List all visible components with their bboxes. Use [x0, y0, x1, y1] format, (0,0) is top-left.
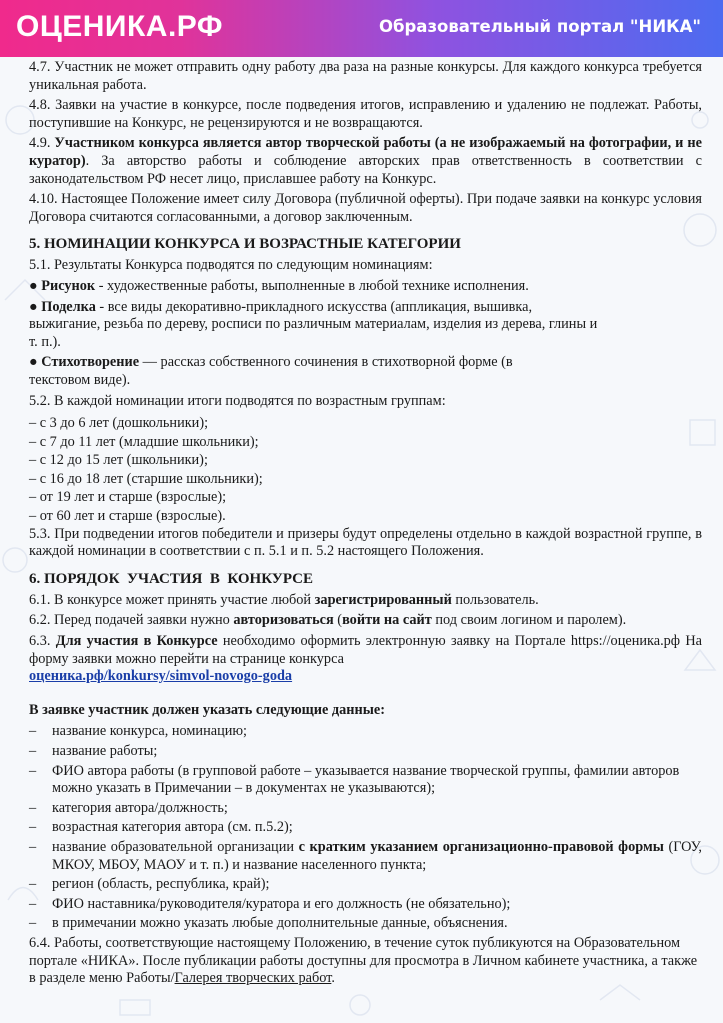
- list-item: [29, 819, 702, 837]
- gallery-link[interactable]: Галерея творческих работ: [174, 970, 332, 987]
- portal-title: Образовательный портал "НИКА": [378, 17, 701, 36]
- list-item-text: в примечании можно указать любые дополнительные данные, объяснения.: [52, 915, 508, 932]
- logo-text: ОЦЕНИКА.РФ: [16, 10, 224, 43]
- p63-b: Для участия в Конкурсе: [55, 633, 218, 650]
- nomination-poem-desc: — рассказ собственного сочинения в стихотворной форме (в текстовом виде).: [29, 354, 513, 388]
- list-item-text: регион (область, республика, край);: [52, 876, 270, 893]
- requirements-heading: [29, 702, 702, 720]
- dash: –: [29, 895, 37, 912]
- p63-c: необходимо оформить электронную заявку на Портале https://оценика.рф На форму заявки можно перейти на странице конкурса: [29, 633, 702, 667]
- dash: –: [29, 876, 37, 893]
- contest-page-link[interactable]: оценика.рф/konkursy/simvol-novogo-goda: [29, 668, 293, 685]
- p61-b: зарегистрированный: [314, 591, 452, 608]
- p49-prefix: 4.9.: [29, 135, 55, 152]
- paragraph-5-1: 5.1. Результаты Конкурса подводятся по следующим номинациям:: [29, 257, 433, 274]
- dash: –: [29, 838, 37, 855]
- requirements-heading-text: В заявке участник должен указать следующие данные:: [29, 701, 386, 718]
- paragraph-6-3: [29, 633, 702, 686]
- p63-a: 6.3.: [29, 633, 56, 650]
- p62-b: авторизоваться: [233, 612, 334, 629]
- paragraph-4-8: 4.8. Заявки на участие в конкурсе, после подведения итогов, исправлению и удалению не подлежат. Работы, поступившие на Конкурс, не рецензируются и не возвращаются.: [29, 97, 702, 131]
- nomination-drawing: ● Рисунок - художественные работы, выполненные в любой технике исполнения.: [29, 277, 529, 294]
- age-group: – с 12 до 15 лет (школьники);: [29, 452, 208, 469]
- dash: –: [29, 819, 37, 836]
- list-item: [29, 763, 702, 798]
- age-group: – от 60 лет и старше (взрослые).: [29, 508, 226, 525]
- paragraph-6-4: [29, 935, 702, 988]
- dash: –: [29, 723, 37, 740]
- p62-d: войти на сайт: [342, 612, 432, 629]
- paragraph-5-2: 5.2. В каждой номинации итоги подводятся по возрастным группам:: [29, 392, 446, 409]
- p62-a: 6.2. Перед подачей заявки нужно: [29, 612, 234, 629]
- paragraph-4-10: 4.10. Настоящее Положение имеет силу Договора (публичной оферты). При подаче заявки на конкурс условия Договора считаются согласованными, а договор заключенным.: [29, 191, 702, 225]
- list-item-text: категория автора/должность;: [52, 799, 228, 816]
- list-item-text: название конкурса, номинацию;: [52, 723, 248, 740]
- logo[interactable]: [16, 10, 223, 44]
- list-item-text: возрастная категория автора (см. п.5.2);: [52, 819, 293, 836]
- org-b: с кратким указанием организационно-правовой формы: [298, 838, 664, 855]
- list-item-text: ФИО наставника/руководителя/куратора и его должность (не обязательно);: [52, 895, 511, 912]
- list-item: [29, 839, 702, 874]
- list-item: [29, 876, 702, 894]
- p64-c: .: [331, 970, 335, 987]
- org-a: название образовательной организации: [52, 838, 299, 855]
- p49-rest: . За авторство работы и соблюдение авторских прав ответственность в соответствии с законодательством РФ несет лицо, приславшее работу на Конкурс.: [29, 152, 702, 187]
- age-group: – с 3 до 6 лет (дошкольники);: [29, 415, 209, 432]
- nomination-drawing-desc: - художественные работы, выполненные в любой технике исполнения.: [95, 277, 529, 294]
- list-item: [29, 800, 702, 818]
- nomination-craft: ● Поделка - все виды декоративно-прикладного искусства (аппликация, вышивка, выжигание, резьба по дереву, росписи по различным материалам, изделия из дерева, глины и т. п.).: [29, 298, 598, 350]
- age-group: – от 19 лет и старше (взрослые);: [29, 489, 227, 506]
- paragraph-6-2: [29, 612, 702, 630]
- age-group: – с 7 до 11 лет (младшие школьники);: [29, 433, 259, 450]
- dash: –: [29, 743, 37, 759]
- list-item-text: ФИО автора работы (в групповой работе – указывается название творческой группы, фамилии авторов можно указать в Примечании – в документах не указываются);: [52, 762, 680, 797]
- nomination-drawing-title: Рисунок: [41, 277, 96, 294]
- list-item: [29, 915, 702, 933]
- org-c: (ГОУ, МКОУ, МБОУ, МАОУ и т. п.) и название населенного пункта;: [52, 838, 703, 873]
- section-6-heading: 6. ПОРЯДОК УЧАСТИЯ В КОНКУРСЕ: [29, 570, 313, 587]
- dash: –: [29, 915, 37, 932]
- nomination-craft-title: Поделка: [41, 298, 96, 315]
- section-5-heading: 5. НОМИНАЦИИ КОНКУРСА И ВОЗРАСТНЫЕ КАТЕГОРИИ: [29, 236, 461, 253]
- age-group: – с 16 до 18 лет (старшие школьники);: [29, 470, 263, 487]
- requirements-list: [29, 723, 702, 933]
- document-body: [29, 59, 702, 991]
- nomination-poem-title: Стихотворение: [41, 354, 140, 371]
- nomination-poem: ● Стихотворение — рассказ собственного сочинения в стихотворной форме (в текстовом виде).: [29, 354, 513, 388]
- nomination-craft-desc: - все виды декоративно-прикладного искусства (аппликация, вышивка, выжигание, резьба по дереву, росписи по различным материалам, изделия из дерева, глины и т. п.).: [29, 298, 598, 350]
- p49-bold: Участником конкурса является автор творческой работы (а не изображаемый на фотографии, и не куратор): [29, 135, 702, 169]
- paragraph-4-7: 4.7. Участник не может отправить одну работу два раза на разные конкурсы. Для каждого конкурса требуется уникальная работа.: [29, 59, 702, 93]
- list-item: [29, 896, 702, 914]
- list-item: [29, 723, 702, 741]
- p62-c: (: [333, 612, 343, 629]
- dash: –: [29, 762, 37, 779]
- paragraph-5-3: 5.3. При подведении итогов победители и призеры будут определены отдельно в каждой возрастной группе, в каждой номинации в соответствии с п. 5.1 и п. 5.2 настоящего Положения.: [29, 525, 702, 560]
- page-header: [0, 0, 723, 57]
- list-item-text: название работы;: [52, 743, 158, 759]
- p61-c: пользователь.: [451, 591, 539, 608]
- p61-a: 6.1. В конкурсе может принять участие любой: [29, 591, 315, 608]
- paragraph-4-9: [29, 135, 702, 188]
- dash: –: [29, 799, 37, 816]
- p64-a: 6.4. Работы, соответствующие настоящему Положению, в течение суток публикуются на Образовательном портале «НИКА». После публикации работы доступны для просмотра в Личном кабинете участника, а также в разделе меню Работы/: [29, 934, 698, 987]
- paragraph-6-1: [29, 592, 702, 610]
- list-item: [29, 743, 702, 761]
- p62-e: под своим логином и паролем).: [431, 612, 627, 629]
